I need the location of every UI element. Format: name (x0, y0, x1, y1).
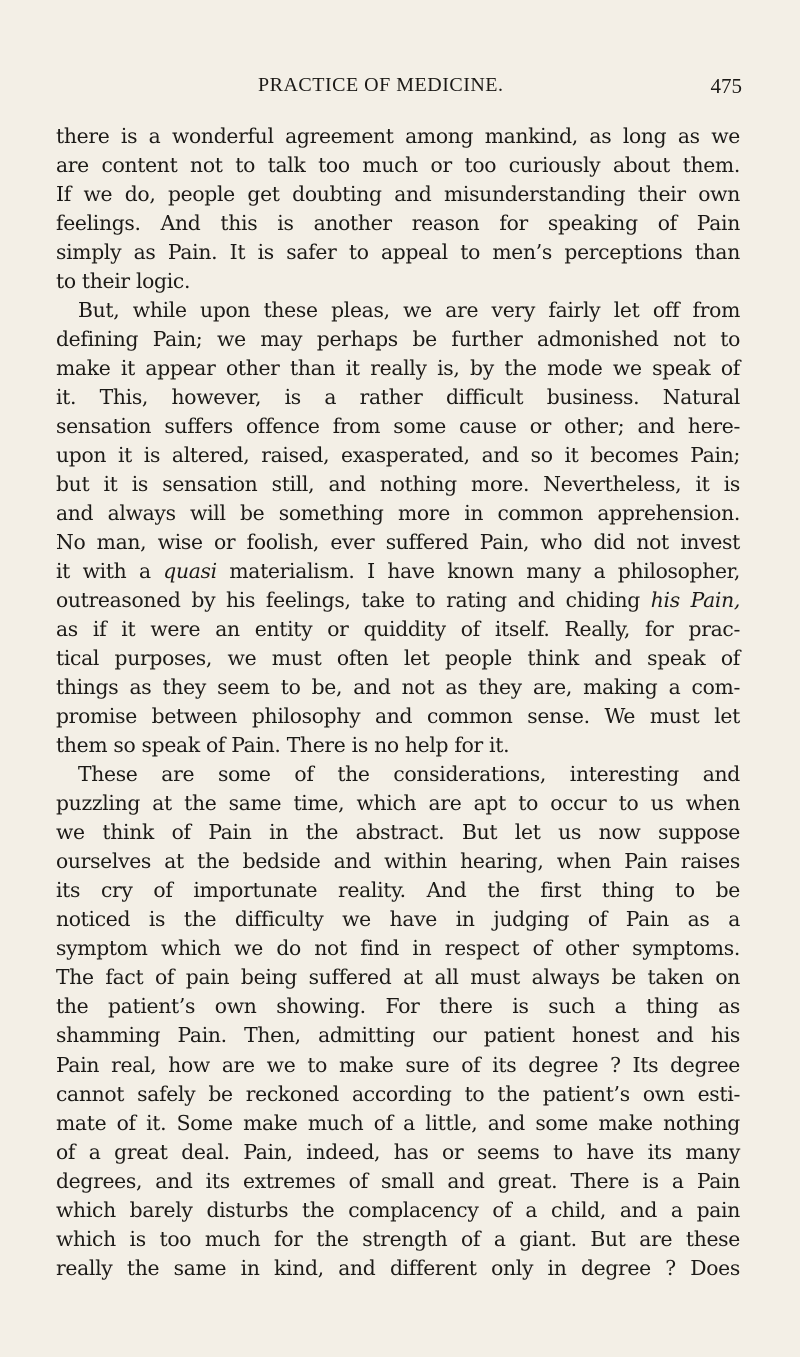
text-line: mate of it. Some make much of a little, and some make nothing (56, 1110, 740, 1135)
text-line: its cry of importunate reality. And the first thing to be (56, 878, 740, 903)
text-line: upon it is altered, raised, exasperated, and so it becomes Pain; (56, 443, 740, 468)
text-line: ourselves at the bedside and within hearing, when Pain raises (56, 849, 740, 874)
text-line: simply as Pain. It is safer to appeal to men’s perceptions than (56, 240, 740, 265)
text-line: as if it were an entity or quiddity of itself. Really, for prac- (56, 617, 740, 642)
text-line: degrees, and its extremes of small and great. There is a Pain (56, 1168, 740, 1193)
text-line: which is too much for the strength of a giant. But are these (56, 1226, 740, 1251)
text-line: the patient’s own showing. For there is such a thing as (56, 994, 740, 1019)
text-line: puzzling at the same time, which are apt to occur to us when (56, 791, 740, 816)
text-line: shamming Pain. Then, admitting our patient honest and his (56, 1023, 740, 1048)
text-line: symptom which we do not find in respect of other symptoms. (56, 936, 740, 961)
text-line: we think of Pain in the abstract. But let us now suppose (56, 820, 740, 845)
text-line: feelings. And this is another reason for speaking of Pain (56, 211, 740, 236)
text-line: Pain real, how are we to make sure of its degree ? Its degree (56, 1052, 740, 1077)
text-line: tical purposes, we must often let people think and speak of (56, 646, 740, 671)
italic-term: his Pain, (650, 588, 740, 613)
text-line: But, while upon these pleas, we are very fairly let off from (78, 298, 740, 323)
text-line: but it is sensation still, and nothing more. Nevertheless, it is (56, 472, 740, 497)
text-line: of a great deal. Pain, indeed, has or seems to have its many (56, 1139, 740, 1164)
text-segment: materialism. I have known many a philosopher, (216, 559, 740, 584)
text-line: there is a wonderful agreement among mankind, as long as we (56, 124, 740, 148)
text-line: it. This, however, is a rather difficult business. Natural (56, 385, 740, 410)
text-line: really the same in kind, and different only in degree ? Does (56, 1255, 740, 1280)
text-line: make it appear other than it really is, by the mode we speak of (56, 356, 740, 381)
text-line: to their logic. (56, 269, 191, 294)
text-segment: outreasoned by his feelings, take to rating and chiding (56, 588, 651, 613)
text-line (56, 586, 740, 615)
italic-term: quasi (163, 559, 217, 584)
text-line: If we do, people get doubting and misunderstanding their own (56, 182, 740, 207)
text-line: promise between philosophy and common sense. We must let (56, 704, 740, 729)
text-line: The fact of pain being suffered at all must always be taken on (56, 965, 740, 990)
text-line: noticed is the difficulty we have in judging of Pain as a (56, 907, 740, 932)
text-line: which barely disturbs the complacency of a child, and a pain (56, 1197, 740, 1222)
text-line: and always will be something more in common apprehension. (56, 501, 740, 526)
body-text (56, 122, 740, 1283)
running-head (0, 74, 800, 104)
running-head-title: PRACTICE OF MEDICINE. (258, 74, 504, 96)
text-line: things as they seem to be, and not as they are, making a com- (56, 675, 740, 700)
text-line: No man, wise or foolish, ever suffered Pain, who did not invest (56, 530, 740, 555)
text-line (56, 557, 740, 586)
text-line: defining Pain; we may perhaps be further admonished not to (56, 327, 740, 352)
text-line: cannot safely be reckoned according to the patient’s own esti- (56, 1081, 740, 1106)
text-line: them so speak of Pain. There is no help for it. (56, 733, 510, 758)
page-number: 475 (710, 74, 742, 98)
text-segment: it with a (56, 559, 164, 584)
text-line: These are some of the considerations, interesting and (78, 762, 740, 787)
text-line: are content not to talk too much or too curiously about them. (56, 153, 740, 178)
text-line: sensation suffers offence from some cause or other; and here- (56, 414, 740, 439)
